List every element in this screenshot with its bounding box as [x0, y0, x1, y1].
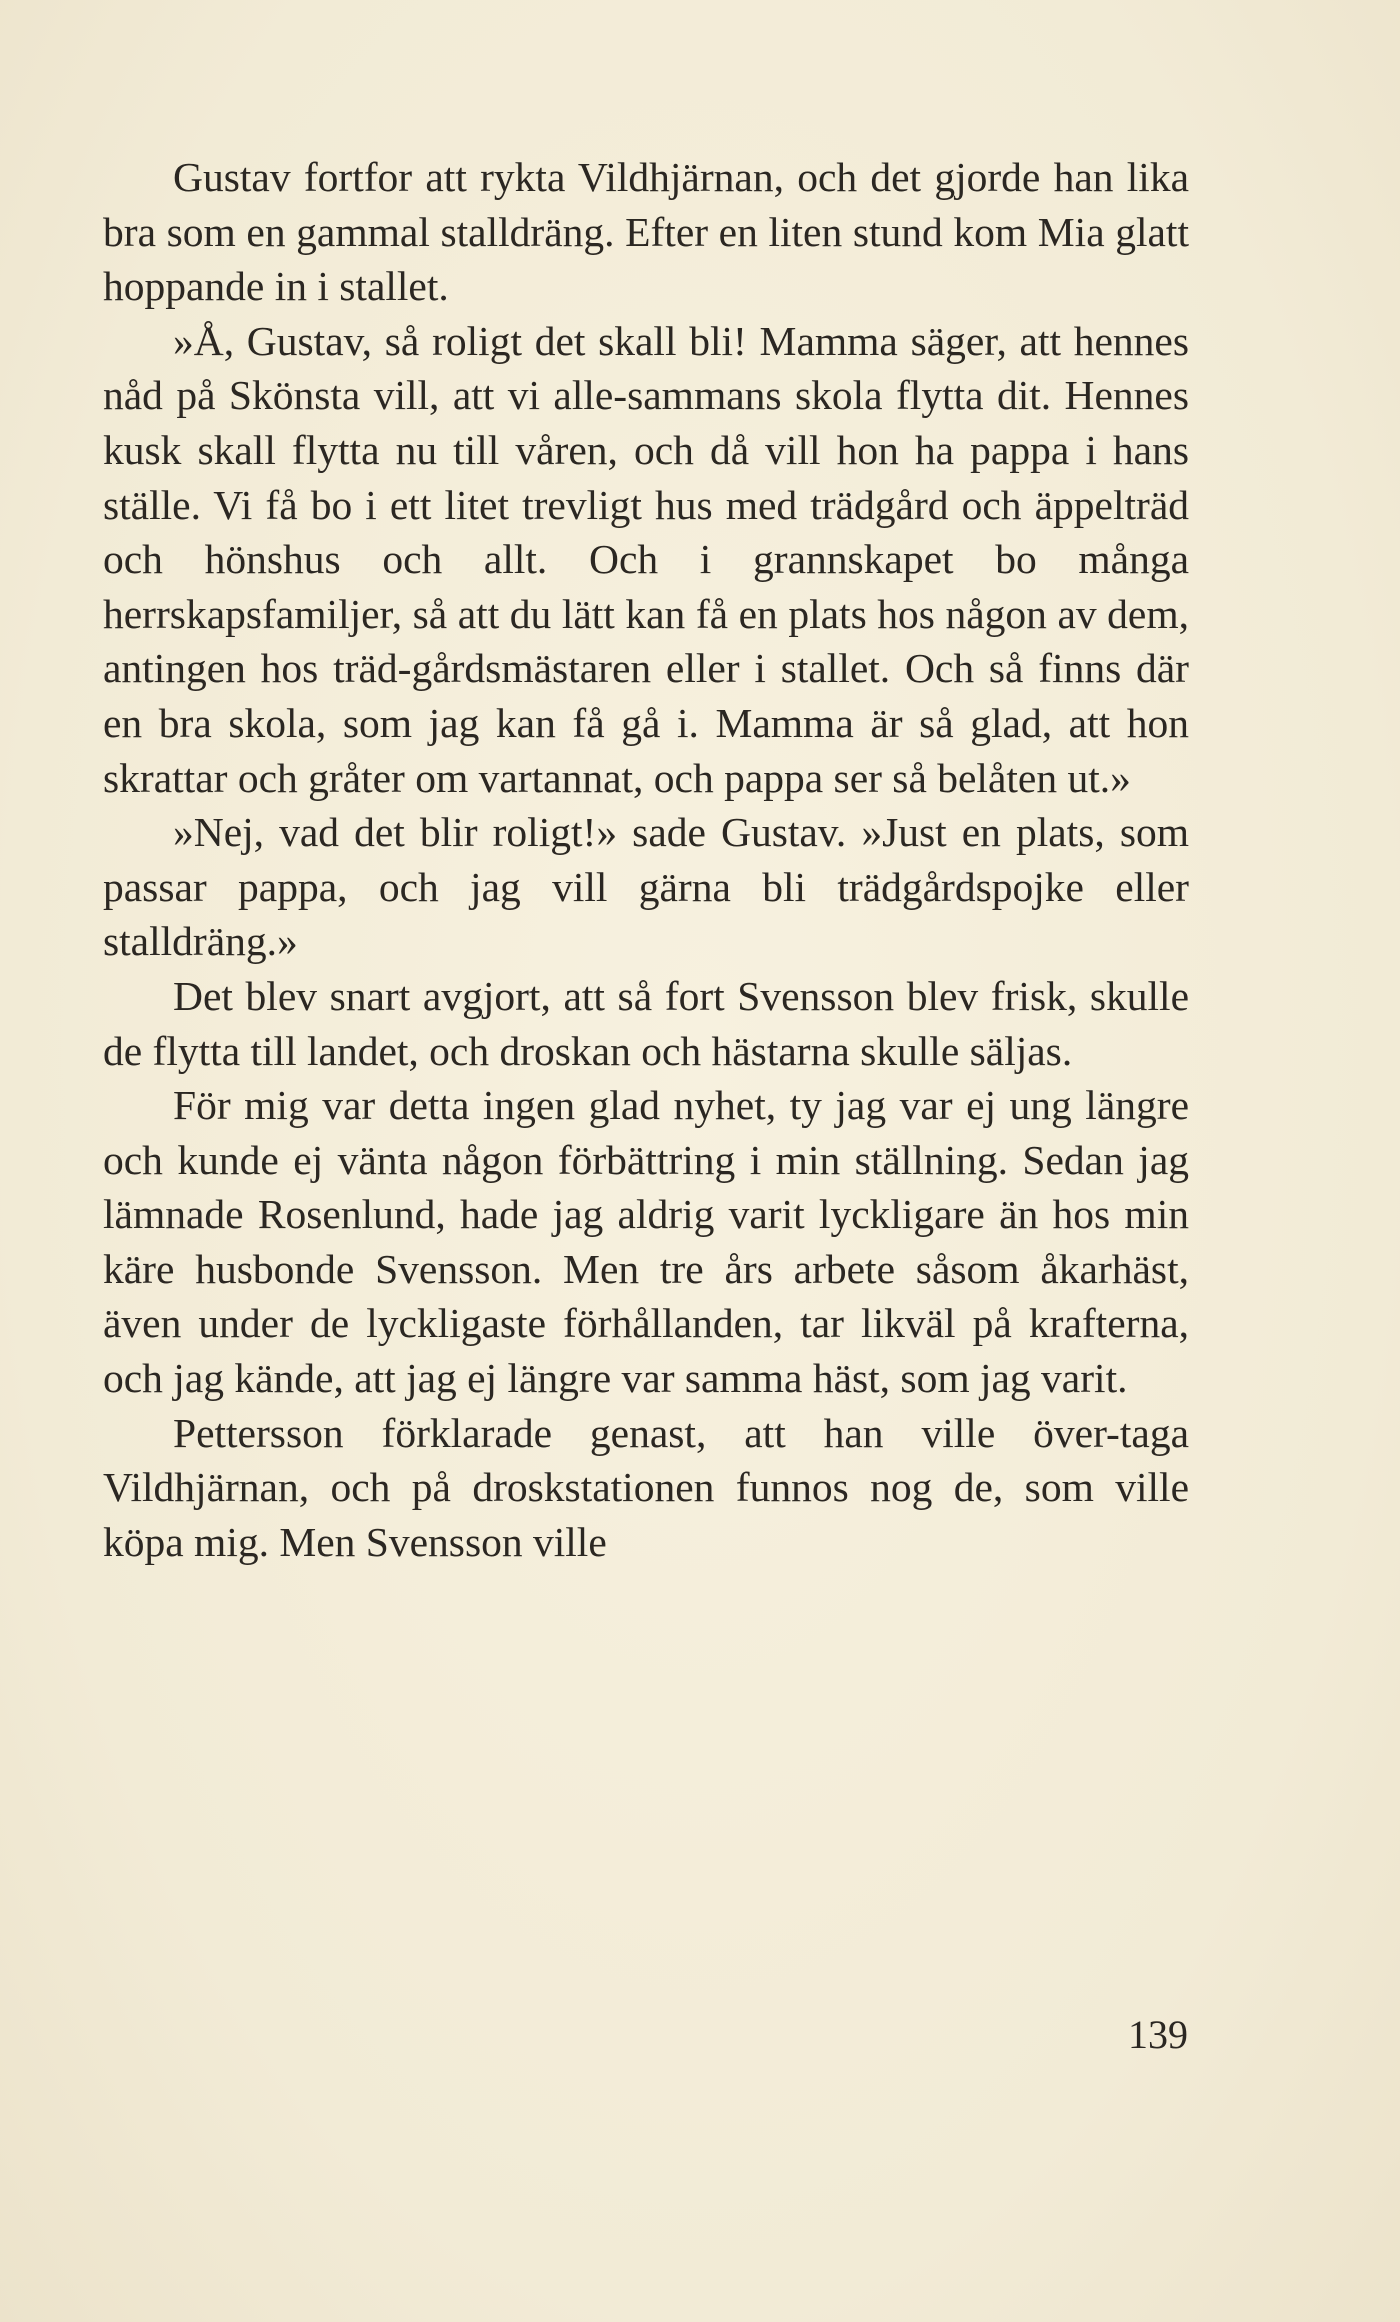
paragraph: »Å, Gustav, så roligt det skall bli! Mamma säger, att hennes nåd på Skönsta vill, att vi alle-sammans skola flytta dit. Hennes kusk skall flytta nu till våren, och då vill hon ha pappa i hans ställe. Vi få bo i ett litet trevligt hus med trädgård och äppelträd och hönshus och allt. Och i grannskapet bo många herrskapsfamiljer, så att du lätt kan få en plats hos någon av dem, antingen hos träd-gårdsmästaren eller i stallet. Och så finns där en bra skola, som jag kan få gå i. Mamma är så glad, att hon skrattar och gråter om vartannat, och pappa ser så belåten ut.»	[103, 317, 1189, 801]
body-text	[103, 150, 1189, 1569]
page-number: 139	[1128, 2012, 1188, 2057]
paragraph: Det blev snart avgjort, att så fort Svensson blev frisk, skulle de flytta till landet, och droskan och hästarna skulle säljas.	[103, 972, 1189, 1074]
paragraph: Gustav fortfor att rykta Vildhjärnan, och det gjorde han lika bra som en gammal stalldräng. Efter en liten stund kom Mia glatt hoppande in i stallet.	[103, 154, 1189, 310]
paragraph: Pettersson förklarade genast, att han ville över-taga Vildhjärnan, och på droskstationen funnos nog de, som ville köpa mig. Men Svensson ville	[103, 1409, 1189, 1565]
paragraph: För mig var detta ingen glad nyhet, ty jag var ej ung längre och kunde ej vänta någon förbättring i min ställning. Sedan jag lämnade Rosenlund, hade jag aldrig varit lyckligare än hos min käre husbonde Svensson. Men tre års arbete såsom åkarhäst, även under de lyckligaste förhållanden, tar likväl på krafterna, och jag kände, att jag ej längre var samma häst, som jag varit.	[103, 1082, 1189, 1402]
paragraph: »Nej, vad det blir roligt!» sade Gustav. »Just en plats, som passar pappa, och jag vill gärna bli trädgårdspojke eller stalldräng.»	[103, 809, 1189, 965]
